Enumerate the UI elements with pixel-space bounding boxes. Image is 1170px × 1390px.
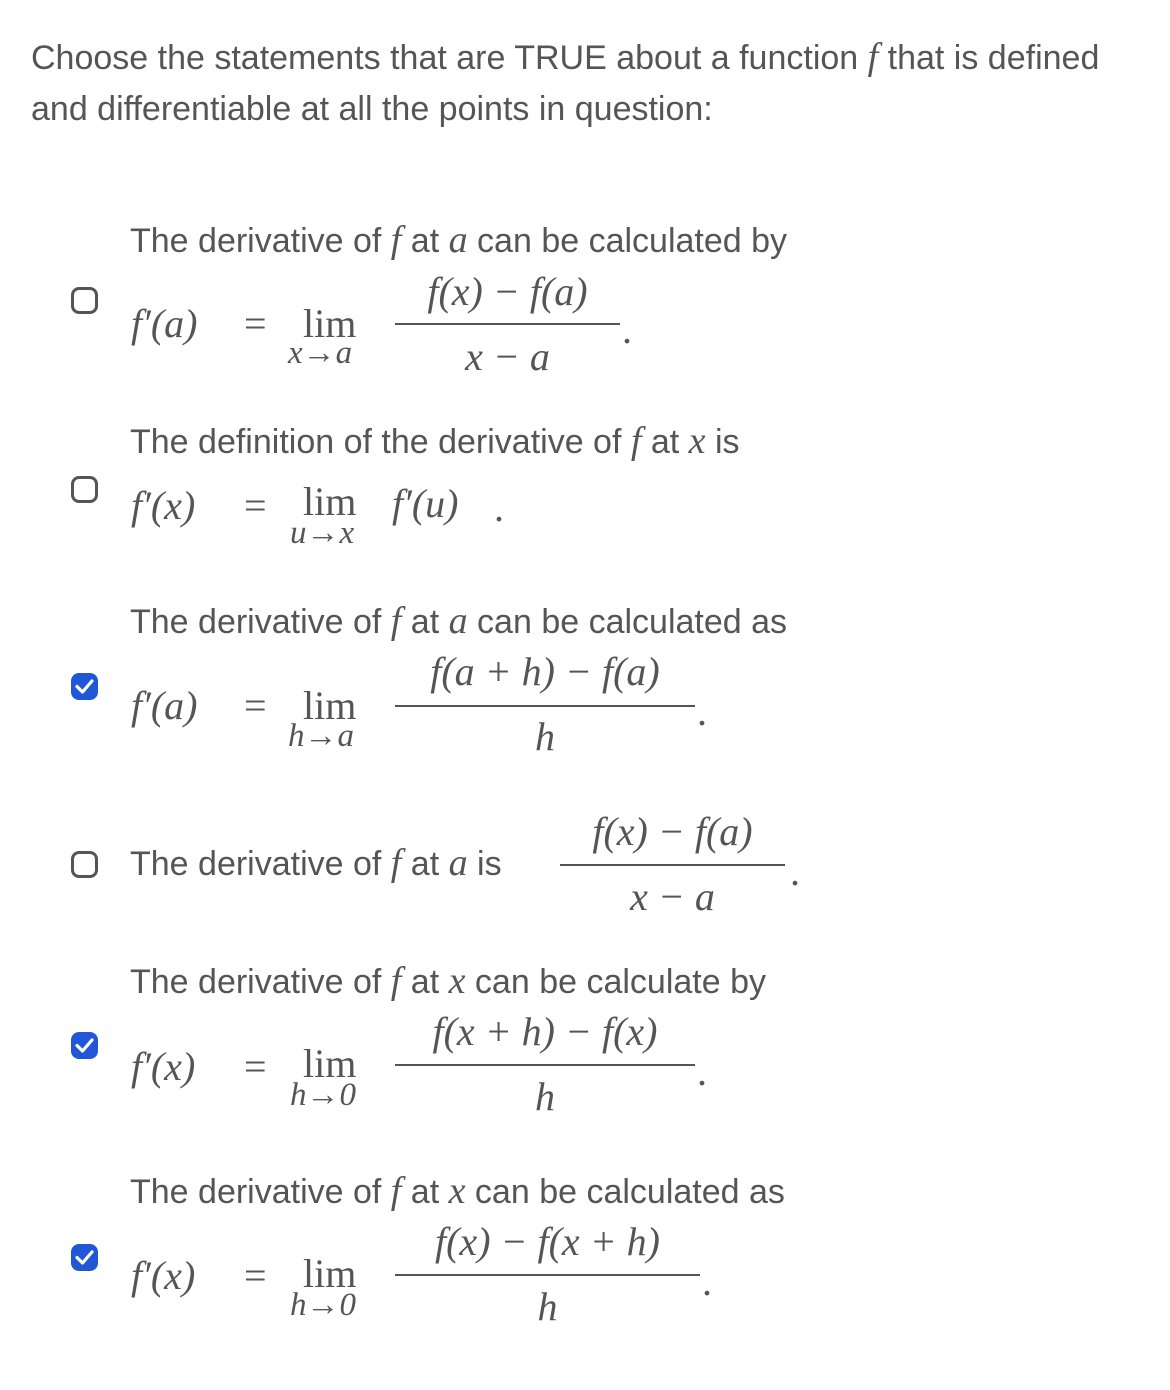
checkmark-icon — [71, 1244, 98, 1271]
option-4-statement: The derivative of f at a is — [130, 842, 502, 884]
option-2-statement: The definition of the derivative of f at x is — [130, 420, 740, 462]
checkbox-option-6[interactable] — [71, 1244, 98, 1271]
checkbox-option-5[interactable] — [71, 1032, 98, 1059]
function-symbol: f — [867, 36, 879, 78]
checkbox-option-4[interactable] — [71, 851, 98, 878]
option-3-statement: The derivative of f at a can be calculated as — [130, 600, 788, 642]
checkmark-icon — [71, 673, 98, 700]
option-1-statement: The derivative of f at a can be calculated by — [130, 219, 788, 261]
question-text: Choose the statements that are TRUE about a function f that is defined and differentiable at all the points in question: — [31, 36, 1100, 128]
option-5-statement: The derivative of f at x can be calculate by — [130, 960, 767, 1002]
option-6-statement: The derivative of f at x can be calculated as — [130, 1170, 785, 1212]
checkbox-option-2[interactable] — [71, 476, 98, 503]
checkbox-option-3[interactable] — [71, 673, 98, 700]
checkmark-icon — [71, 1032, 98, 1059]
checkbox-option-1[interactable] — [71, 287, 98, 314]
